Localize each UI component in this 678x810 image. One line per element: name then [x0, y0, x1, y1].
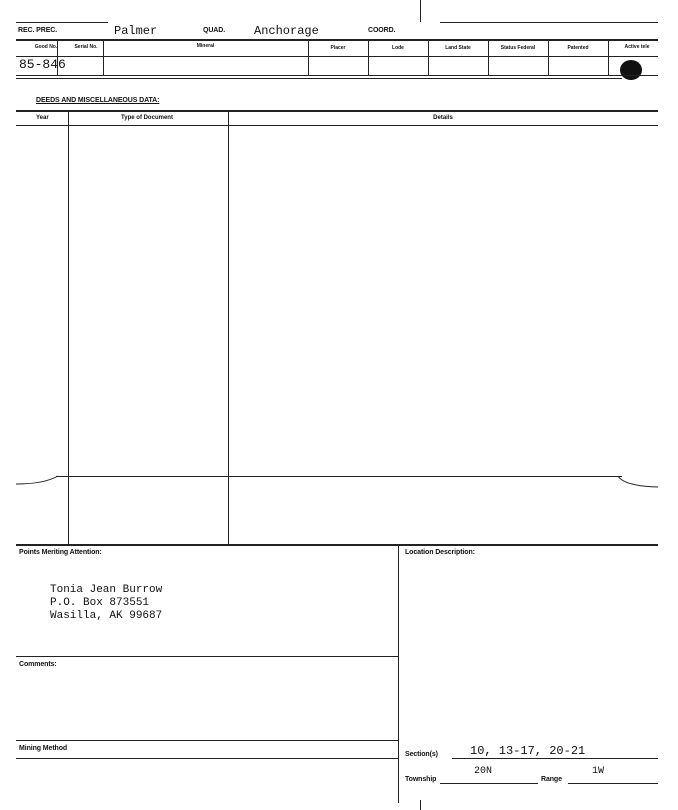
grid-bottom-rule-2 [16, 78, 622, 79]
col-patented: Patented [567, 44, 589, 51]
deeds-col-year: Year [36, 115, 49, 121]
range-value[interactable]: 1W [592, 766, 605, 777]
col-active-tele: Active tele [624, 43, 650, 50]
township-label: Township [405, 776, 437, 783]
fold-curl-right [616, 472, 660, 490]
deeds-col-details: Details [433, 115, 453, 121]
grid-divider [608, 40, 609, 76]
range-label: Range [541, 776, 562, 783]
top-tick-mark [420, 0, 421, 22]
comments-field[interactable] [16, 672, 398, 738]
mining-method-label: Mining Method [19, 745, 68, 752]
quad-value[interactable]: Anchorage [254, 24, 319, 38]
col-lode: Lode [392, 44, 404, 51]
points-label: Points Meriting Attention: [19, 549, 102, 556]
sections-underline [452, 758, 658, 759]
fold-curl-left [14, 472, 60, 486]
active-tele-filled-dot [620, 60, 642, 80]
col-good-no: Good No. [34, 43, 58, 50]
lower-center-divider [398, 545, 399, 803]
comments-rule [16, 656, 398, 657]
location-description-label: Location Description: [405, 549, 475, 556]
col-mineral: Mineral [196, 42, 215, 49]
fold-line [56, 476, 622, 477]
deeds-bottom-rule [16, 544, 658, 546]
points-address[interactable] [50, 584, 162, 623]
col-land-state: Land State [445, 44, 471, 51]
grid-divider [428, 40, 429, 76]
deeds-top-rule [16, 110, 658, 112]
grid-mid-rule [16, 56, 658, 57]
col-status-federal: Status Federal [500, 44, 536, 51]
col-serial-no: Serial No. [74, 43, 98, 50]
coord-label: COORD. [368, 27, 396, 34]
serial-number-value[interactable]: 85-846 [19, 57, 66, 72]
sections-label: Section(s) [405, 751, 438, 758]
address-line-city: Wasilla, AK 99687 [50, 610, 163, 622]
col-placer: Placer [330, 44, 346, 51]
mining-bottom-rule [16, 758, 398, 759]
deeds-col-type: Type of Document [121, 115, 173, 121]
quad-label: QUAD. [203, 27, 226, 34]
address-line-box: P.O. Box 873551 [50, 597, 150, 609]
grid-bottom-rule [16, 75, 658, 76]
header-top-rule-right [440, 22, 658, 23]
bottom-tick-mark [420, 800, 421, 810]
township-underline [440, 783, 538, 784]
grid-divider [488, 40, 489, 76]
address-line-name: Tonia Jean Burrow [50, 584, 163, 596]
deeds-details-column[interactable] [229, 126, 658, 544]
header-top-rule [16, 22, 108, 23]
comments-label: Comments: [19, 661, 57, 668]
township-value[interactable]: 20N [474, 766, 493, 777]
range-underline [568, 783, 658, 784]
rec-prec-label: REC. PREC. [18, 27, 58, 34]
sections-value[interactable]: 10, 13-17, 20-21 [470, 744, 586, 758]
location-description-field[interactable] [400, 562, 658, 742]
mining-rule [16, 740, 398, 741]
rec-prec-value[interactable]: Palmer [114, 24, 158, 38]
deeds-type-column[interactable] [69, 126, 227, 544]
deeds-title: DEEDS AND MISCELLANEOUS DATA: [36, 97, 160, 104]
